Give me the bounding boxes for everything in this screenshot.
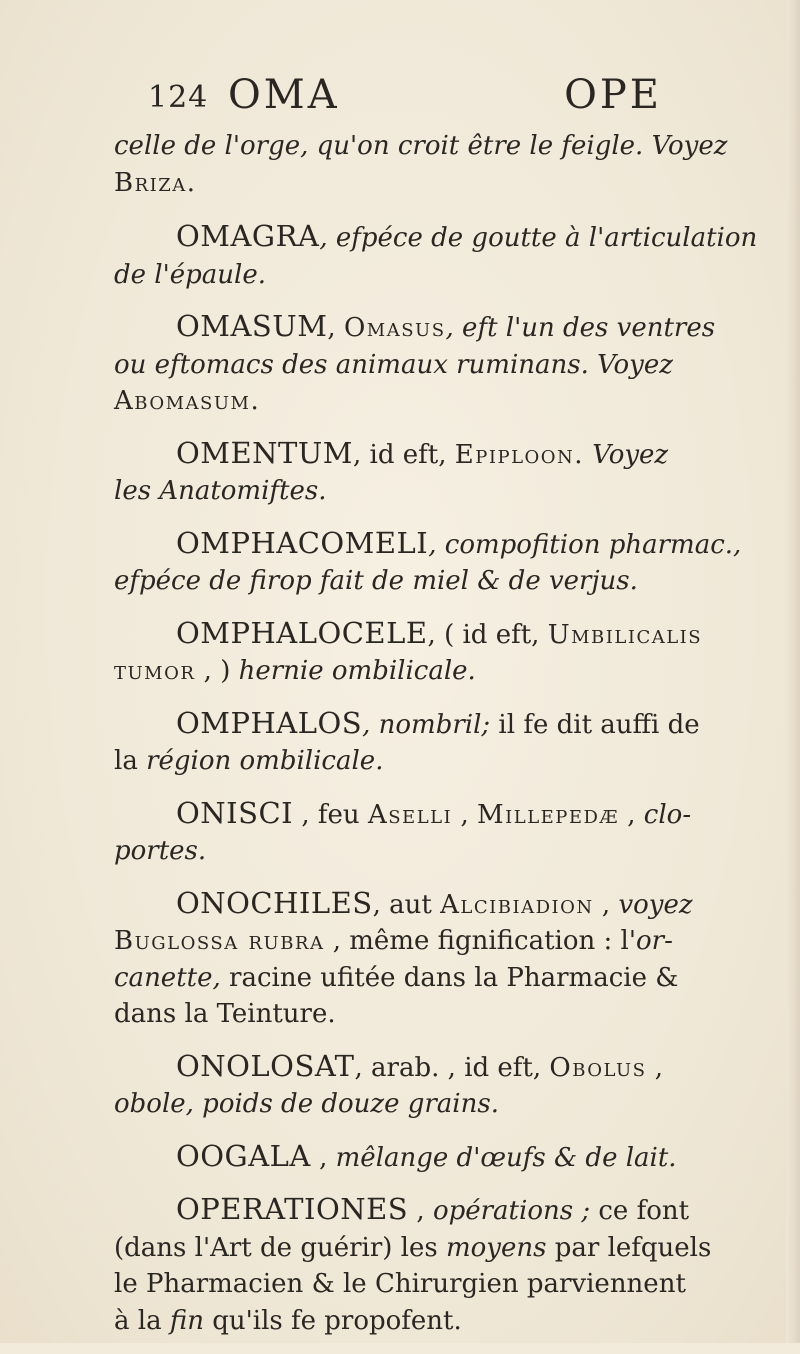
- entry-term: OMPHACOMELI: [176, 525, 429, 560]
- entry-text: canette,: [114, 962, 221, 993]
- entry-text: ,: [646, 1052, 664, 1083]
- entry-text: , arab. , id eft,: [354, 1052, 550, 1083]
- entry-omphacomeli: [114, 525, 784, 600]
- entry-term: ONOCHILES: [176, 885, 373, 920]
- entry-text: portes.: [114, 836, 207, 866]
- entry-smallcaps: Buglossa rubra: [114, 926, 325, 956]
- entry-text: qu'ils fe propofent.: [203, 1305, 462, 1336]
- dictionary-text: [114, 128, 784, 1354]
- entry-onochiles: [114, 885, 784, 1033]
- entry-term: OMPHALOCELE: [176, 615, 428, 650]
- page-number: 124: [148, 80, 209, 115]
- entry-smallcaps: Epiploon.: [454, 439, 585, 470]
- entry-text: (dans l'Art de guérir) les: [114, 1232, 446, 1263]
- entry-text: opérations ;: [432, 1196, 591, 1226]
- entry-text: région ombilicale.: [146, 746, 384, 776]
- entry-term: ONISCI: [176, 795, 294, 830]
- entry-text: le Pharmacien & le Chirurgien parviennent: [114, 1269, 686, 1299]
- entry-oogala: [114, 1138, 784, 1177]
- entry-text: fin: [169, 1305, 204, 1336]
- entry-smallcaps: tumor: [114, 656, 196, 686]
- entry-text: par lefquels: [546, 1232, 712, 1263]
- entry-text: ,: [310, 1142, 336, 1173]
- entry-omasum: OMASUM, Omasus, eft l'un des ventres ou eftomacs des animaux ruminans. Voyez Abomasum.: [114, 308, 784, 420]
- entry-text: à la: [114, 1305, 170, 1336]
- entry-onisci: [114, 795, 784, 870]
- entry-smallcaps: Umbilicalis: [547, 619, 703, 650]
- entry-omphalos: [114, 705, 784, 780]
- entry-text: efpéce de firop fait de miel & de verjus.: [114, 566, 638, 596]
- entry-smallcaps: Alcibiadion: [440, 889, 594, 920]
- entry-term: ONOLOSAT: [176, 1048, 355, 1083]
- entry-text: , compofition pharmac.,: [428, 529, 742, 560]
- entry-text: obole, poids de douze grains.: [114, 1089, 499, 1119]
- entry-text: la: [114, 746, 147, 776]
- entry-text: , id eft,: [353, 439, 455, 470]
- entry-operationes: [114, 1191, 784, 1339]
- entry-term: OMAGRA: [176, 219, 320, 253]
- entry-term: OMENTUM: [176, 435, 353, 470]
- entry-omentum: [114, 435, 784, 510]
- entry-smallcaps: Omasus: [343, 313, 446, 343]
- entry-text: mêlange d'œufs & de lait.: [335, 1142, 677, 1173]
- page-edge-shadow: [786, 0, 800, 1343]
- entry-term: OPERATIONES: [176, 1192, 409, 1226]
- entry-text: , aut: [372, 889, 441, 920]
- entry-term: OMPHALOS: [176, 705, 363, 740]
- entry-text: ce font: [590, 1196, 690, 1226]
- entry-text: , feu: [293, 799, 368, 830]
- entry-text: or-: [636, 926, 673, 956]
- entry-text: , efpéce de goutte à l'articulation: [319, 223, 758, 253]
- entry-omphalocele: [114, 615, 784, 690]
- entry-term: OOGALA: [176, 1138, 311, 1173]
- entry-continuation: [114, 128, 784, 201]
- entry-smallcaps: Aselli: [367, 799, 453, 830]
- entry-text: moyens: [445, 1232, 547, 1263]
- entry-onolosat: [114, 1048, 784, 1123]
- entry-term: OMASUM: [176, 309, 328, 343]
- entry-text: , même fignification : l': [324, 926, 636, 956]
- entry-text: ,: [619, 799, 644, 830]
- entry-text: voyez: [618, 889, 693, 920]
- entry-smallcaps: Abomasum.: [114, 386, 261, 416]
- entry-line: celle de l'orge, qu'on croit être le feigle. Voyez: [114, 131, 728, 161]
- header-left-word: OMA: [228, 72, 340, 118]
- entry-text: ,: [452, 799, 478, 830]
- entry-text: , ): [195, 656, 239, 686]
- entry-omagra: [114, 218, 784, 293]
- entry-text: racine ufitée dans la Pharmacie &: [220, 962, 679, 993]
- entry-text: ou eftomacs des animaux ruminans. Voyez: [114, 349, 673, 380]
- entry-text: , nombril;: [362, 709, 491, 740]
- entry-text: hernie ombilicale.: [238, 656, 476, 686]
- entry-smallcaps: Obolus: [549, 1052, 647, 1083]
- entry-text: Voyez: [584, 439, 669, 470]
- entry-text: il fe dit auffi de: [490, 709, 700, 740]
- entry-text: , eft l'un des ventres: [445, 313, 716, 343]
- entry-smallcaps: Millepedæ: [477, 799, 619, 830]
- entry-text: clo-: [643, 799, 692, 830]
- running-header: [142, 72, 662, 122]
- entry-text: ,: [593, 889, 619, 920]
- entry-text: les Anatomiftes.: [114, 476, 327, 506]
- entry-line: Briza.: [114, 167, 197, 198]
- entry-text: dans la Teinture.: [114, 999, 336, 1029]
- entry-text: , ( id eft,: [427, 619, 548, 650]
- entry-text: de l'épaule.: [114, 259, 267, 290]
- entry-text: ,: [408, 1196, 433, 1226]
- header-right-word: OPE: [564, 72, 662, 118]
